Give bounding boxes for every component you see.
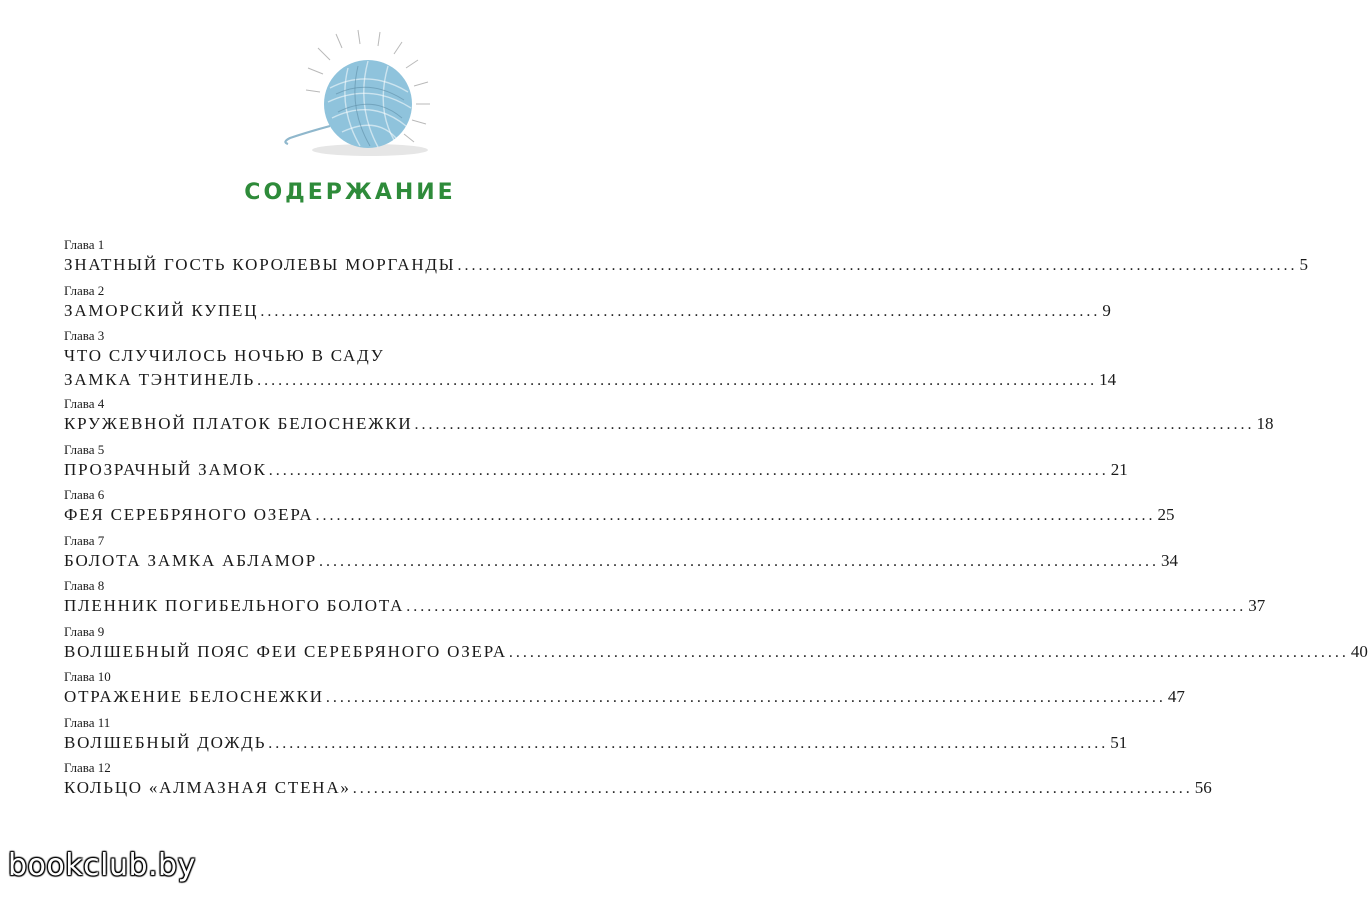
chapter-title: ПЛЕННИК ПОГИБЕЛЬНОГО БОЛОТА	[64, 596, 405, 615]
page-number: 37	[1248, 596, 1266, 615]
chapter-label: Глава 12	[64, 760, 111, 775]
chapter-label: Глава 4	[64, 396, 105, 411]
chapter-title-line	[64, 776, 1212, 801]
chapter-title: КРУЖЕВНОЙ ПЛАТОК БЕЛОСНЕЖКИ	[64, 414, 413, 433]
chapter-title-line	[64, 299, 1111, 324]
toc-entry	[64, 441, 1128, 487]
page-number: 18	[1256, 414, 1274, 433]
toc-entry	[64, 532, 1178, 578]
dot-leader: ........................................................................................................................	[508, 643, 1349, 661]
chapter-label: Глава 11	[64, 714, 111, 730]
dot-leader: ........................................................................................................................	[315, 507, 1156, 524]
toc-entry	[64, 486, 1175, 532]
toc-entry	[64, 759, 1212, 805]
chapter-title: ВОЛШЕБНЫЙ ДОЖДЬ	[64, 732, 267, 752]
page-number: 51	[1110, 732, 1128, 752]
toc-entry	[64, 668, 1185, 714]
watermark: bookclub.by	[8, 848, 196, 883]
chapter-title-line	[64, 253, 1308, 278]
chapter-title-line	[64, 549, 1178, 574]
dot-leader: ........................................................................................................................	[260, 302, 1101, 320]
chapter-label: Глава 8	[64, 578, 105, 593]
chapter-title-line	[64, 458, 1128, 483]
chapter-title: ЗАМОРСКИЙ КУПЕЦ	[64, 300, 259, 320]
toc-entry	[64, 395, 1274, 441]
yarn-thread	[285, 126, 330, 144]
toc-entry	[64, 714, 1128, 760]
dot-leader: ........................................................................................................................	[414, 416, 1255, 433]
page-number: 25	[1157, 505, 1175, 524]
toc-entry	[64, 327, 1117, 395]
toc-entry	[64, 577, 1266, 623]
chapter-label: Глава 7	[64, 532, 105, 548]
chapter-title-line	[64, 640, 1368, 665]
chapter-title-line	[64, 412, 1274, 437]
chapter-title: ОТРАЖЕНИЕ БЕЛОСНЕЖКИ	[64, 687, 324, 706]
toc-entry	[64, 623, 1368, 669]
page-title: СОДЕРЖАНИЕ	[244, 180, 456, 205]
dot-leader: ........................................................................................................................	[352, 780, 1193, 797]
chapter-label: Глава 10	[64, 669, 111, 684]
toc-entry	[64, 236, 1308, 282]
dot-leader: ........................................................................................................................	[406, 598, 1247, 615]
table-of-contents	[64, 236, 1368, 805]
chapter-title: БОЛОТА ЗАМКА АБЛАМОР	[64, 550, 317, 570]
dot-leader: ........................................................................................................................	[457, 257, 1298, 274]
dot-leader: ........................................................................................................................	[268, 734, 1109, 752]
dot-leader: ........................................................................................................................	[319, 552, 1159, 570]
chapter-label: Глава 3	[64, 328, 105, 343]
chapter-title: ВОЛШЕБНЫЙ ПОЯС ФЕИ СЕРЕБРЯНОГО ОЗЕРА	[64, 641, 507, 661]
page-number: 47	[1167, 687, 1185, 706]
chapter-label: Глава 2	[64, 282, 105, 298]
chapter-title: КОЛЬЦО «АЛМАЗНАЯ СТЕНА»	[64, 778, 351, 797]
page-number: 56	[1194, 778, 1212, 797]
chapter-title-first-line: ЧТО СЛУЧИЛОСЬ НОЧЬЮ В САДУ	[64, 346, 385, 365]
chapter-title: ФЕЯ СЕРЕБРЯНОГО ОЗЕРА	[64, 505, 314, 524]
chapter-title-line	[64, 503, 1175, 528]
chapter-title: ЗНАТНЫЙ ГОСТЬ КОРОЛЕВЫ МОРГАНДЫ	[64, 255, 456, 274]
chapter-title-line	[64, 685, 1185, 710]
chapter-title: ПРОЗРАЧНЫЙ ЗАМОК	[64, 459, 267, 479]
toc-entry	[64, 282, 1111, 328]
chapter-label: Глава 9	[64, 623, 105, 639]
chapter-label: Глава 6	[64, 487, 105, 502]
chapter-title: ЗАМКА ТЭНТИНЕЛЬ	[64, 370, 256, 389]
chapter-label: Глава 1	[64, 237, 105, 252]
dot-leader: ........................................................................................................................	[325, 689, 1166, 706]
chapter-title-line	[64, 594, 1266, 619]
page-number: 5	[1299, 255, 1308, 274]
chapter-title-line	[64, 368, 1117, 393]
dot-leader: ........................................................................................................................	[257, 372, 1098, 389]
page-number: 21	[1110, 459, 1128, 479]
page-number: 40	[1350, 641, 1368, 661]
page-number: 34	[1161, 550, 1178, 570]
yarn-ball-illustration	[278, 28, 446, 168]
chapter-title-line	[64, 731, 1128, 756]
chapter-label: Глава 5	[64, 441, 105, 457]
dot-leader: ........................................................................................................................	[268, 461, 1109, 479]
page-number: 14	[1099, 370, 1117, 389]
page-number: 9	[1102, 300, 1111, 320]
